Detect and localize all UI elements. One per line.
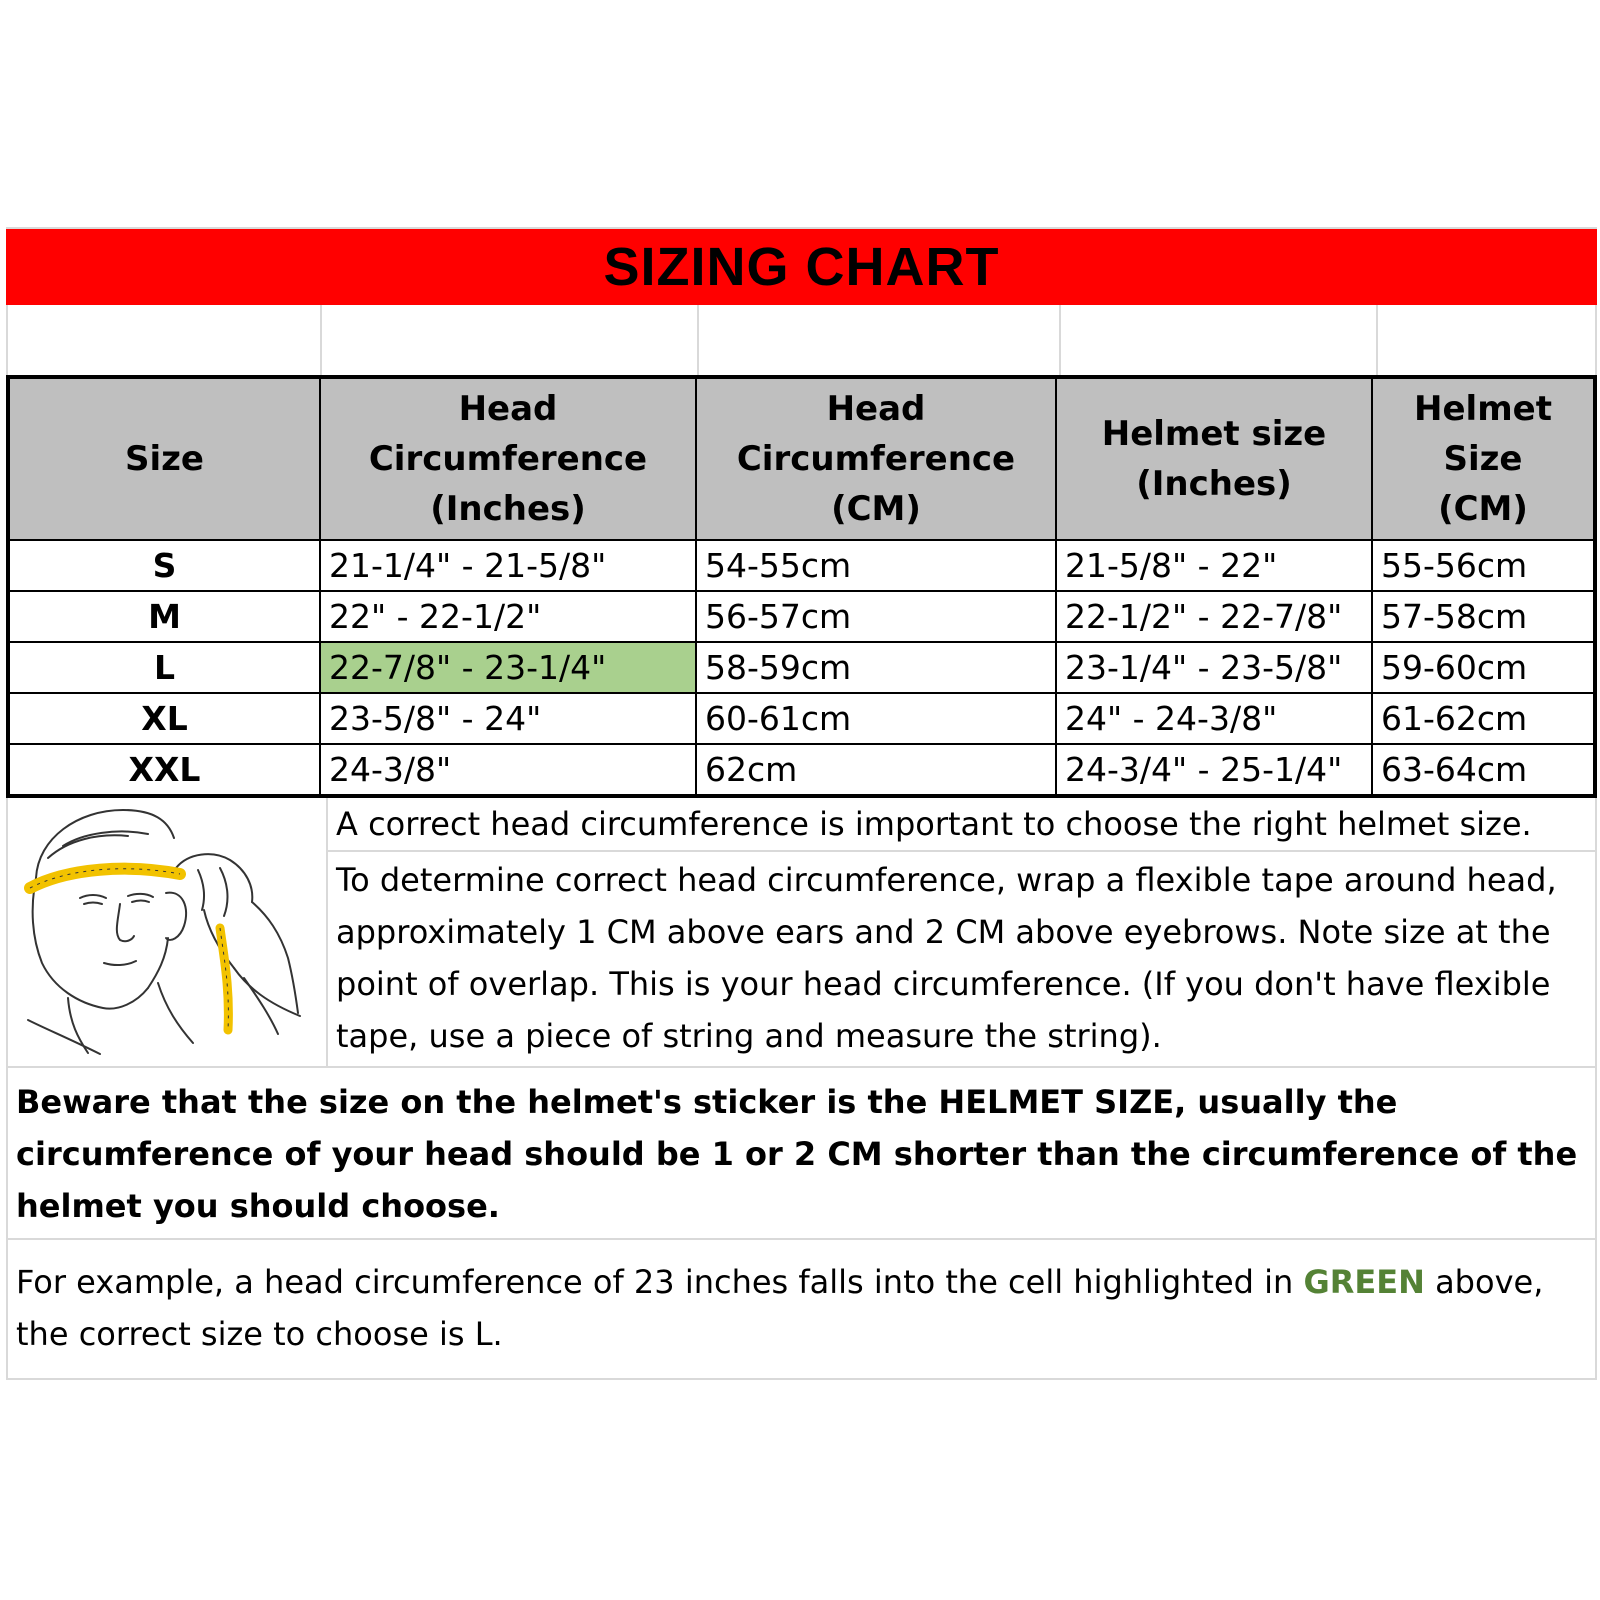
size-cell: L [8, 642, 320, 693]
helmet-cm-cell: 57-58cm [1372, 591, 1595, 642]
head-inches-cell: 24-3/8" [320, 744, 696, 796]
header-helmet-size-cm [1372, 377, 1595, 540]
table-row [8, 591, 1595, 642]
helmet-inches-cell: 24" - 24-3/8" [1056, 693, 1372, 744]
helmet-cm-cell: 55-56cm [1372, 540, 1595, 591]
info-instructions: To determine correct head circumference, wrap a flexible tape around head, approximately 1 CM above ears and 2 CM above eyebrows. Note size at the point of overlap. This is your head circumference. (If you don't have flexible tape, use a piece of string and measure the string). [336, 861, 1557, 1055]
header-line: Helmet size [1101, 414, 1327, 454]
helmet-inches-cell: 21-5/8" - 22" [1056, 540, 1372, 591]
table-row [8, 744, 1595, 796]
header-line: Head Circumference [736, 389, 1016, 479]
size-cell: XL [8, 693, 320, 744]
header-line: (CM) [1438, 489, 1528, 529]
header-helmet-size-inches [1056, 377, 1372, 540]
header-line: Helmet [1414, 389, 1552, 429]
header-line: Size [125, 439, 204, 479]
header-head-circumference-cm [696, 377, 1056, 540]
title-bar [6, 227, 1597, 305]
head-inches-cell: 21-1/4" - 21-5/8" [320, 540, 696, 591]
header-line: (Inches) [430, 489, 586, 529]
spacer-cell [1378, 305, 1595, 375]
spacer-cell [8, 305, 322, 375]
helmet-cm-cell: 63-64cm [1372, 744, 1595, 796]
head-cm-cell: 54-55cm [696, 540, 1056, 591]
sizing-table [6, 375, 1597, 798]
example-text-before: For example, a head circumference of 23 inches falls into the cell highlighted in [16, 1263, 1304, 1301]
helmet-inches-cell: 24-3/4" - 25-1/4" [1056, 744, 1372, 796]
info-text [328, 798, 1595, 1066]
head-inches-cell: 22" - 22-1/2" [320, 591, 696, 642]
head-measuring-illustration [8, 798, 328, 1066]
example-green-word: GREEN [1303, 1263, 1425, 1301]
size-cell: XXL [8, 744, 320, 796]
page-title: SIZING CHART [603, 237, 1000, 297]
sizing-chart-sheet [6, 227, 1597, 1380]
spacer-cell [1061, 305, 1378, 375]
head-cm-cell: 56-57cm [696, 591, 1056, 642]
head-inches-cell: 23-5/8" - 24" [320, 693, 696, 744]
helmet-inches-cell: 23-1/4" - 23-5/8" [1056, 642, 1372, 693]
helmet-cm-cell: 61-62cm [1372, 693, 1595, 744]
example-text-after: above, the correct size to choose is L. [16, 1263, 1544, 1353]
helmet-size-warning: Beware that the size on the helmet's sticker is the HELMET SIZE, usually the circumference of your head should be 1 or 2 CM shorter than the circumference of the helmet you should choose. [6, 1068, 1597, 1240]
spacer-cell [322, 305, 699, 375]
head-cm-cell: 60-61cm [696, 693, 1056, 744]
spacer-cell [699, 305, 1061, 375]
info-intro: A correct head circumference is important to choose the right helmet size. [328, 798, 1595, 852]
measuring-info [6, 798, 1597, 1068]
sizing-example [6, 1240, 1597, 1380]
header-line: (Inches) [1136, 464, 1292, 504]
spacer-row [6, 305, 1597, 375]
size-cell: S [8, 540, 320, 591]
head-cm-cell: 58-59cm [696, 642, 1056, 693]
table-row [8, 540, 1595, 591]
header-size [8, 377, 320, 540]
table-row [8, 642, 1595, 693]
highlighted-head-inches-cell: 22-7/8" - 23-1/4" [320, 642, 696, 693]
helmet-inches-cell: 22-1/2" - 22-7/8" [1056, 591, 1372, 642]
header-line: (CM) [831, 489, 921, 529]
table-header-row [8, 377, 1595, 540]
helmet-cm-cell: 59-60cm [1372, 642, 1595, 693]
head-tape-measure-icon [8, 798, 326, 1066]
size-cell: M [8, 591, 320, 642]
table-row [8, 693, 1595, 744]
header-head-circumference-inches [320, 377, 696, 540]
header-line: Size [1443, 439, 1523, 479]
head-cm-cell: 62cm [696, 744, 1056, 796]
header-line: Head Circumference [368, 389, 648, 479]
